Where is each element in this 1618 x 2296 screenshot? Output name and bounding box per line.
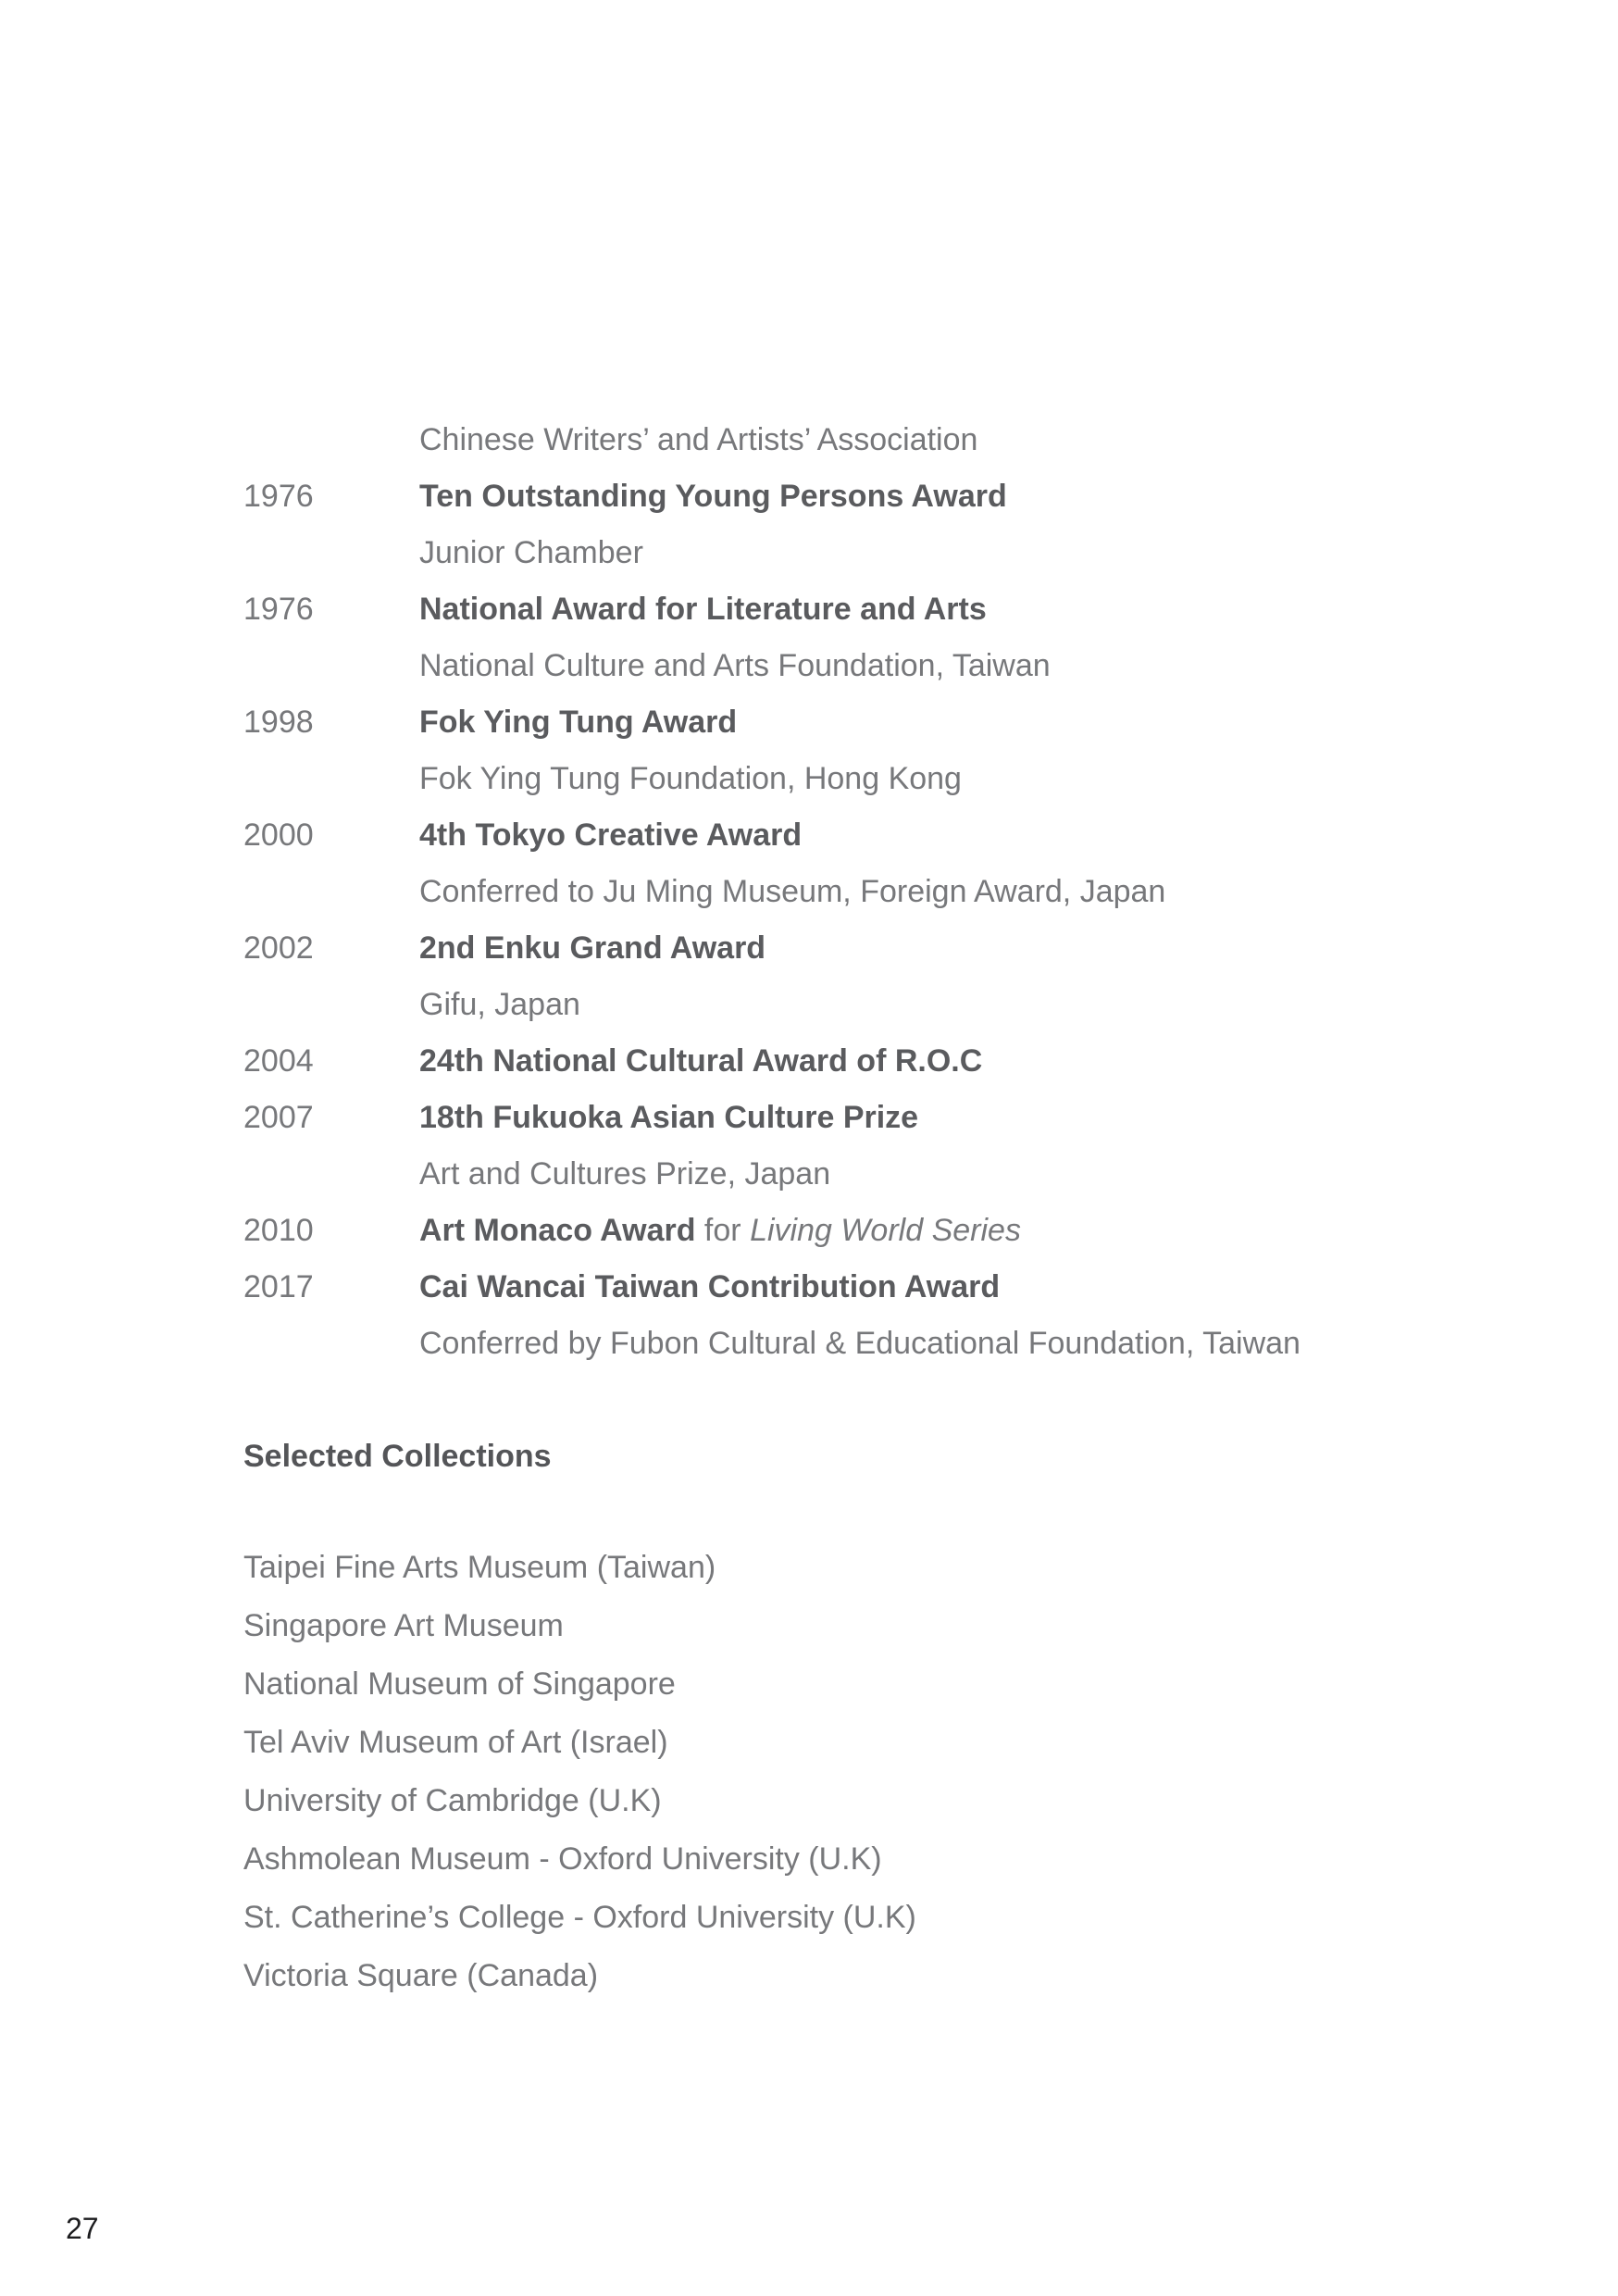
award-segment-plain: Junior Chamber [419, 535, 643, 570]
award-year: 2010 [243, 1213, 314, 1248]
award-text [419, 412, 1475, 468]
award-segment-title: Art Monaco Award [419, 1213, 696, 1248]
collection-item: Victoria Square (Canada) [243, 1958, 599, 1993]
award-text [419, 638, 1475, 694]
page-number: 27 [66, 2212, 99, 2245]
award-text [419, 694, 1475, 751]
award-row [243, 1316, 1475, 1372]
award-row [243, 581, 1475, 638]
collection-item: Tel Aviv Museum of Art (Israel) [243, 1725, 668, 1760]
award-row [243, 638, 1475, 694]
award-year: 2004 [243, 1043, 314, 1079]
award-text [419, 1259, 1475, 1316]
award-text [419, 1033, 1475, 1090]
award-segment-title: Cai Wancai Taiwan Contribution Award [419, 1269, 1001, 1304]
award-text [419, 807, 1475, 864]
award-segment-plain: Conferred by Fubon Cultural & Educational Foundation, Taiwan [419, 1326, 1301, 1361]
award-segment-plain: Gifu, Japan [419, 987, 580, 1022]
award-text [419, 1203, 1475, 1259]
award-text [419, 1090, 1475, 1146]
award-year [243, 1316, 419, 1372]
award-year: 1976 [243, 592, 314, 627]
award-segment-plain: Art and Cultures Prize, Japan [419, 1156, 831, 1192]
award-segment-title: 4th Tokyo Creative Award [419, 817, 803, 853]
award-row [243, 977, 1475, 1033]
award-segment-plain: for [695, 1213, 751, 1248]
award-segment-title: 24th National Cultural Award of R.O.C [419, 1043, 983, 1079]
award-text [419, 1146, 1475, 1203]
collection-item: Singapore Art Museum [243, 1608, 564, 1643]
award-row [243, 751, 1475, 807]
award-year [243, 412, 419, 468]
award-year [243, 525, 419, 581]
award-year: 1998 [243, 705, 314, 740]
award-segment-title: National Award for Literature and Arts [419, 592, 987, 627]
collections-heading: Selected Collections [243, 1439, 552, 1474]
award-year [243, 1146, 419, 1203]
award-segment-title: 18th Fukuoka Asian Culture Prize [419, 1100, 919, 1135]
award-segment-title: Ten Outstanding Young Persons Award [419, 479, 1007, 514]
award-row [243, 1259, 1475, 1316]
award-text [419, 581, 1475, 638]
collection-item: National Museum of Singapore [243, 1666, 676, 1702]
award-text [419, 468, 1475, 525]
page-content [243, 412, 1475, 2005]
award-year [243, 751, 419, 807]
awards-list [243, 412, 1475, 1372]
award-year: 2002 [243, 930, 314, 966]
collections-list [243, 1539, 1475, 2005]
award-row [243, 1033, 1475, 1090]
award-row [243, 694, 1475, 751]
award-row [243, 525, 1475, 581]
collection-item: Ashmolean Museum - Oxford University (U.K) [243, 1841, 882, 1877]
award-row [243, 412, 1475, 468]
award-text [419, 864, 1475, 920]
award-year [243, 977, 419, 1033]
award-row [243, 864, 1475, 920]
award-text [419, 977, 1475, 1033]
award-text [419, 525, 1475, 581]
award-text [419, 1316, 1475, 1372]
award-row [243, 920, 1475, 977]
award-segment-plain: Conferred to Ju Ming Museum, Foreign Award, Japan [419, 874, 1166, 909]
award-row [243, 807, 1475, 864]
award-text [419, 751, 1475, 807]
collection-item: University of Cambridge (U.K) [243, 1783, 662, 1818]
award-year: 2017 [243, 1269, 314, 1304]
collection-item: St. Catherine’s College - Oxford University (U.K) [243, 1900, 916, 1935]
award-year: 2007 [243, 1100, 314, 1135]
award-segment-plain: National Culture and Arts Foundation, Taiwan [419, 648, 1051, 683]
award-segment-title: 2nd Enku Grand Award [419, 930, 766, 966]
award-year: 2000 [243, 817, 314, 853]
award-year [243, 638, 419, 694]
award-segment-plain: Fok Ying Tung Foundation, Hong Kong [419, 761, 962, 796]
award-segment-plain: Chinese Writers’ and Artists’ Association [419, 422, 978, 457]
award-year [243, 864, 419, 920]
award-row [243, 1090, 1475, 1146]
award-text [419, 920, 1475, 977]
award-segment-title: Fok Ying Tung Award [419, 705, 738, 740]
collection-item: Taipei Fine Arts Museum (Taiwan) [243, 1550, 716, 1585]
award-row [243, 1203, 1475, 1259]
award-year: 1976 [243, 479, 314, 514]
award-segment-italic: Living World Series [750, 1213, 1021, 1248]
award-row [243, 1146, 1475, 1203]
award-row [243, 468, 1475, 525]
